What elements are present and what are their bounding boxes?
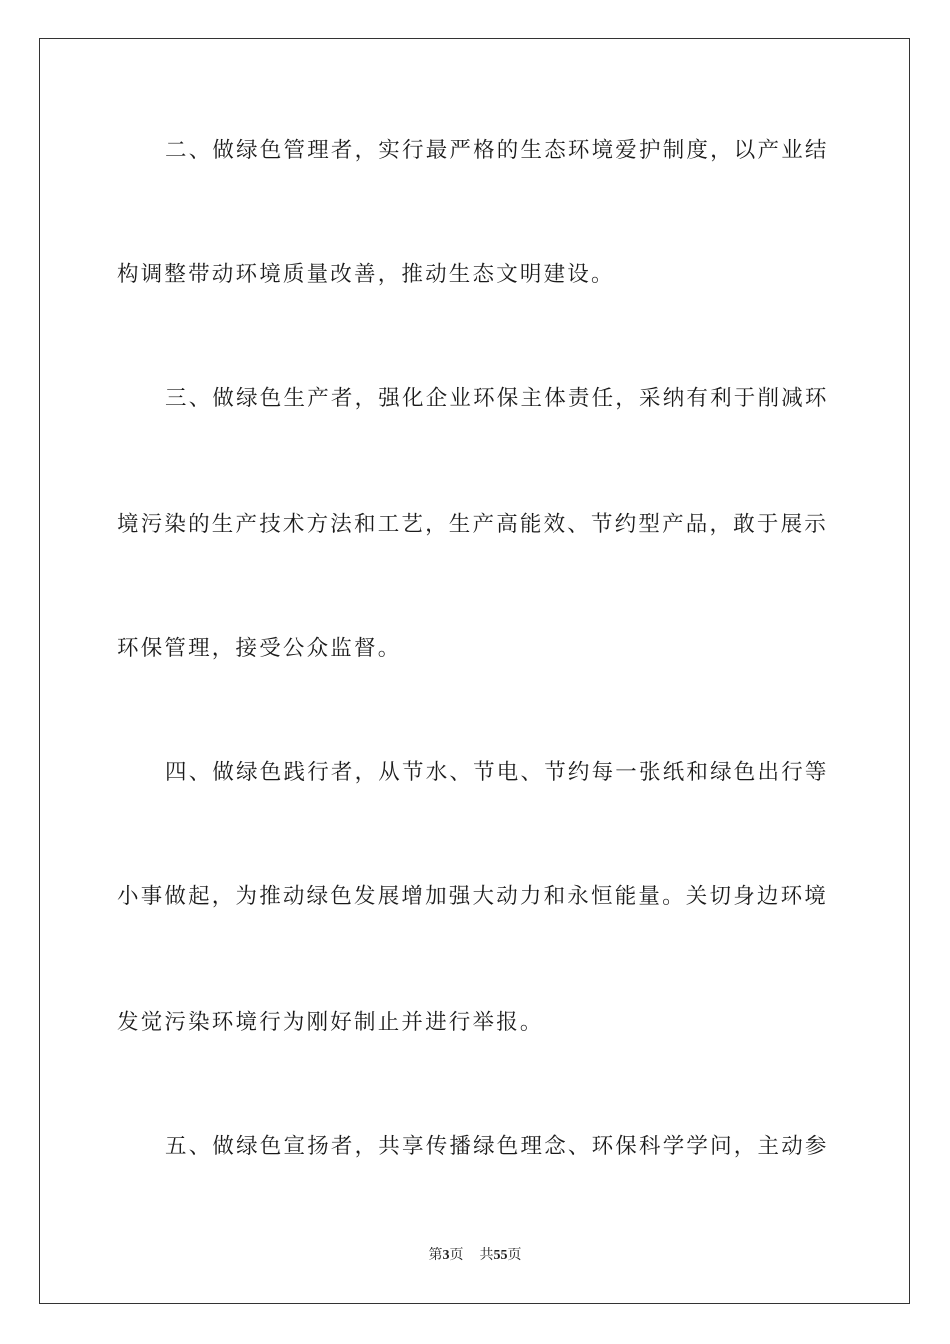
paragraph-line: 二、做绿色管理者，实行最严格的生态环境爱护制度，以产业结 [165, 138, 829, 163]
paragraph-line: 环保管理，接受公众监督。 [117, 636, 402, 661]
paragraph-line: 境污染的生产技术方法和工艺，生产高能效、节约型产品，敢于展示 [117, 512, 829, 537]
paragraph-line: 三、做绿色生产者，强化企业环保主体责任，采纳有利于削减环 [165, 386, 829, 411]
page-suffix: 页 [449, 1247, 464, 1263]
paragraph-line: 五、做绿色宣扬者，共享传播绿色理念、环保科学学问，主动参 [165, 1134, 829, 1159]
paragraph-line: 四、做绿色践行者，从节水、节电、节约每一张纸和绿色出行等 [165, 760, 829, 785]
paragraph-line: 构调整带动环境质量改善，推动生态文明建设。 [117, 262, 615, 287]
total-suffix: 页 [507, 1247, 522, 1263]
page-number: 3 [442, 1248, 450, 1263]
page-footer [0, 1246, 950, 1265]
total-prefix: 共 [479, 1247, 494, 1263]
page-prefix: 第 [428, 1247, 443, 1263]
paragraph-line: 小事做起，为推动绿色发展增加强大动力和永恒能量。关切身边环境 [117, 884, 829, 909]
page-border [39, 38, 910, 1304]
paragraph-line: 发觉污染环境行为刚好制止并进行举报。 [117, 1010, 544, 1035]
total-pages: 55 [493, 1248, 508, 1263]
